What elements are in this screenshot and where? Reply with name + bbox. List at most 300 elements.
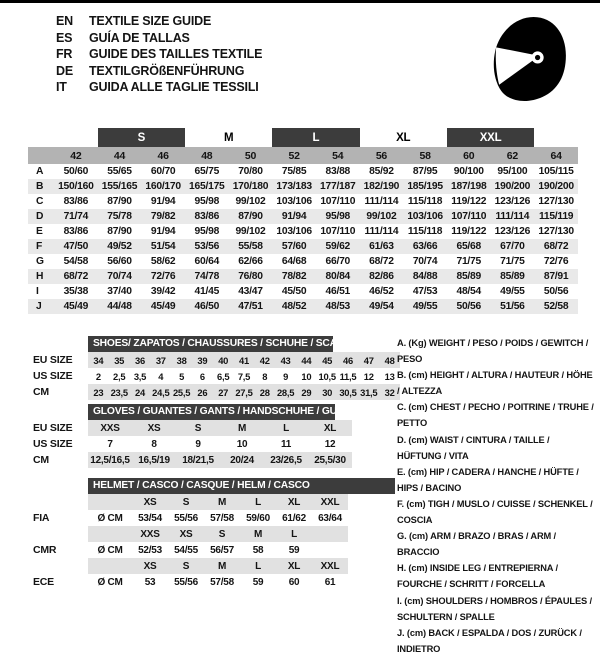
gloves-cell: 20/24 (220, 452, 264, 468)
row-letter: C (36, 196, 44, 207)
shoes-cell: 30,5 (338, 384, 359, 400)
shoes-cell: 35 (109, 352, 130, 368)
size-number: 54 (316, 147, 360, 164)
gloves-cell: 8 (151, 438, 157, 450)
size-value: 76/80 (229, 269, 273, 284)
gloves-cell: 16,5/19 (132, 452, 176, 468)
size-value: 66/70 (325, 256, 351, 267)
language-row (56, 63, 262, 80)
size-number: 58 (403, 147, 447, 164)
size-value: 67/70 (491, 239, 535, 254)
size-value: 107/110 (320, 196, 356, 207)
size-value: 52/58 (534, 299, 578, 314)
size-value: 111/114 (364, 226, 399, 237)
helmet-size: M (204, 558, 240, 574)
shoes-cell: 44 (296, 352, 317, 368)
shoes-cell: 24 (130, 384, 151, 400)
gloves-cell: 9 (195, 438, 201, 450)
row-letter: B (28, 179, 54, 194)
size-value: 173/183 (272, 179, 316, 194)
size-value: 71/75 (500, 256, 525, 267)
size-value: 103/106 (276, 196, 312, 207)
size-value: 115/118 (407, 196, 443, 207)
shoes-cell: 42 (254, 352, 275, 368)
size-value: 49/55 (500, 286, 525, 297)
shoes-cell: 23,5 (109, 384, 130, 400)
legend-item: G. (cm) ARM / BRAZO / BRAS / ARM / BRACCIO (397, 531, 556, 558)
empty-cell (534, 128, 578, 147)
helmet-value: 59 (252, 576, 264, 588)
size-value: 105/115 (538, 166, 574, 177)
helmet-size (312, 526, 348, 542)
gloves-cell: L (264, 420, 308, 436)
size-value: 60/70 (150, 166, 176, 177)
label-spacer (33, 478, 88, 494)
gloves-cell: 11 (280, 438, 292, 450)
helmet-size: L (276, 526, 312, 542)
shoes-label: EU SIZE (33, 354, 73, 366)
empty-cell (88, 526, 132, 542)
shoes-cell: 39 (192, 352, 213, 368)
shoes-section (33, 336, 400, 400)
row-letter: G (36, 256, 44, 267)
helmet-size: XL (276, 494, 312, 510)
size-band-m: M (185, 128, 272, 147)
size-value: 59/62 (316, 239, 360, 254)
gloves-title-bar: GLOVES / GUANTES / GANTS / HANDSCHUHE / GUANTI (88, 404, 335, 420)
size-value: 65/68 (447, 239, 491, 254)
size-value: 61/63 (360, 239, 404, 254)
measurement-legend (397, 335, 595, 657)
helmet-value: 56/57 (210, 544, 234, 556)
shoes-row (88, 352, 400, 368)
empty-cell (28, 128, 54, 147)
size-value: 115/119 (534, 209, 578, 224)
gloves-row (88, 452, 352, 468)
helmet-value: 57/58 (210, 512, 234, 524)
size-value: 95/98 (194, 226, 220, 237)
helmet-size: S (168, 558, 204, 574)
size-value: 83/86 (63, 226, 89, 237)
size-value: 177/187 (316, 179, 360, 194)
size-value: 70/74 (412, 256, 438, 267)
gloves-row (88, 436, 352, 452)
size-value: 68/72 (54, 269, 98, 284)
measurement-row-e (28, 224, 578, 239)
size-value: 51/54 (141, 239, 185, 254)
helmet-table (88, 494, 348, 590)
shoes-cell: 34 (88, 352, 109, 368)
row-letter: J (28, 299, 54, 314)
size-value: 127/130 (538, 226, 574, 237)
helmet-size: S (168, 494, 204, 510)
helmet-value: 59/60 (246, 512, 270, 524)
size-value: 185/195 (403, 179, 447, 194)
size-value: 50/56 (447, 299, 491, 314)
helmet-value: 55/56 (174, 576, 198, 588)
measurement-row-f (28, 239, 578, 254)
helmet-value: 53 (144, 576, 156, 588)
size-number: 64 (534, 147, 578, 164)
gloves-table (88, 420, 352, 468)
size-value: 103/106 (403, 209, 447, 224)
visor-pivot-dot (535, 55, 540, 60)
unit-cell: Ø CM (97, 544, 123, 556)
empty-cell (88, 558, 132, 574)
size-band-xxl: XXL (447, 128, 534, 147)
helmet-sizes-row (88, 494, 348, 510)
size-value: 51/56 (491, 299, 535, 314)
shoes-cell: 40 (213, 352, 234, 368)
size-number: 42 (54, 147, 98, 164)
size-value: 50/56 (543, 286, 569, 297)
language-row (56, 13, 262, 30)
size-value: 68/72 (534, 239, 578, 254)
helmet-value (312, 542, 348, 558)
size-value: 103/106 (276, 226, 312, 237)
size-value: 123/126 (494, 226, 531, 237)
shoes-cell: 2 (95, 370, 101, 382)
measurement-row-a (28, 164, 578, 179)
shoes-row (88, 384, 400, 400)
helmet-size: L (240, 558, 276, 574)
gloves-cell: 23/26,5 (264, 452, 308, 468)
size-value: 48/52 (272, 299, 316, 314)
shoes-cell: 8 (262, 370, 268, 382)
size-value: 107/110 (320, 226, 356, 237)
size-number: 44 (98, 147, 142, 164)
size-value: 99/102 (235, 196, 266, 207)
language-row (56, 46, 262, 63)
size-value: 49/54 (360, 299, 404, 314)
size-value: 107/110 (447, 209, 491, 224)
helmet-title-bar: HELMET / CASCO / CASQUE / HELM / CASCO (88, 478, 395, 494)
size-value: 70/80 (238, 166, 263, 177)
shoes-cell: 24,5 (150, 384, 171, 400)
shoes-cell: 10,5 (318, 370, 336, 382)
shoes-cell: 48 (379, 352, 400, 368)
helmet-value: 63/64 (318, 512, 342, 524)
helmet-size: XL (276, 558, 312, 574)
size-value: 72/76 (141, 269, 185, 284)
helmet-value: 61/62 (282, 512, 306, 524)
size-value: 53/56 (185, 239, 229, 254)
size-value: 83/88 (325, 166, 351, 177)
legend-item: F. (cm) TIGH / MUSLO / CUISSE / SCHENKEL / COSCIA (397, 498, 593, 526)
size-value: 165/175 (185, 179, 229, 194)
shoes-title-bar: SHOES/ ZAPATOS / CHAUSSURES / SCHUHE / SCARPE (88, 336, 333, 352)
helmet-size: L (240, 494, 276, 510)
size-value: 95/100 (497, 166, 528, 177)
label-spacer (33, 558, 88, 574)
shoes-cell: 28,5 (275, 384, 296, 400)
shoes-cell: 4 (158, 370, 164, 382)
legend-item: E. (cm) HIP / CADERA / HANCHE / HÜFTE / HIPS / BACINO (397, 466, 579, 493)
language-code: DE (56, 63, 73, 78)
size-value: 46/52 (369, 286, 394, 297)
shoes-cell: 9 (283, 370, 289, 382)
row-letter: F (28, 239, 54, 254)
helmet-value: 57/58 (210, 576, 234, 588)
size-value: 71/75 (456, 256, 481, 267)
unit-cell: Ø CM (97, 512, 123, 524)
size-value: 84/88 (403, 269, 447, 284)
shoes-cell: 45 (317, 352, 338, 368)
size-value: 91/94 (150, 196, 176, 207)
label-spacer (33, 494, 88, 510)
size-value: 44/48 (98, 299, 142, 314)
helmet-section (33, 478, 395, 590)
size-value: 63/66 (403, 239, 447, 254)
gloves-label: CM (33, 454, 49, 466)
gloves-cell: 10 (236, 438, 248, 450)
size-value: 45/49 (141, 299, 185, 314)
size-value: 48/54 (456, 286, 481, 297)
size-value: 50/60 (63, 166, 89, 177)
row-letter: I (36, 286, 39, 297)
shoes-cell: 27,5 (234, 384, 255, 400)
shoes-cell: 41 (234, 352, 255, 368)
size-value: 43/47 (238, 286, 263, 297)
size-value: 160/170 (141, 179, 185, 194)
size-value: 58/62 (150, 256, 176, 267)
empty-cell (88, 494, 132, 510)
shoes-cell: 27 (213, 384, 234, 400)
size-value: 85/92 (369, 166, 394, 177)
size-value: 46/51 (325, 286, 351, 297)
size-number: 56 (360, 147, 404, 164)
size-value: 85/89 (447, 269, 491, 284)
size-value: 55/65 (107, 166, 132, 177)
size-value: 87/95 (412, 166, 438, 177)
size-value: 80/84 (316, 269, 360, 284)
gloves-label: EU SIZE (33, 422, 73, 434)
shoes-cell: 43 (275, 352, 296, 368)
size-value: 82/86 (360, 269, 404, 284)
size-value: 87/91 (534, 269, 578, 284)
size-value: 78/82 (272, 269, 316, 284)
helmet-standard-label: ECE (33, 576, 54, 588)
legend-item: J. (cm) BACK / ESPALDA / DOS / ZURÜCK / INDIETRO (397, 627, 582, 654)
gloves-cell: S (176, 420, 220, 436)
shoes-cell: 31,5 (358, 384, 379, 400)
size-value: 60/64 (194, 256, 220, 267)
language-code: IT (56, 80, 67, 94)
gloves-cell: 25,5/30 (308, 452, 352, 468)
size-value: 37/40 (107, 286, 132, 297)
helmet-size: M (240, 526, 276, 542)
size-value: 35/38 (63, 286, 89, 297)
size-value: 119/122 (451, 196, 487, 207)
size-value: 127/130 (538, 196, 574, 207)
textile-size-table (28, 128, 578, 314)
shoes-cell: 47 (358, 352, 379, 368)
size-value: 83/86 (185, 209, 229, 224)
shoes-cell: 7,5 (237, 370, 251, 382)
size-value: 190/200 (491, 179, 535, 194)
size-value: 56/60 (107, 256, 132, 267)
gloves-cell: 12,5/16,5 (88, 452, 132, 468)
gloves-label: US SIZE (33, 438, 73, 450)
language-code: FR (56, 47, 73, 61)
size-value: 54/58 (63, 256, 89, 267)
measurement-row-b (28, 179, 578, 194)
measurement-row-g (28, 254, 578, 269)
size-value: 47/50 (54, 239, 98, 254)
helmet-size: M (204, 494, 240, 510)
size-number: 60 (447, 147, 491, 164)
shoes-cell: 23 (88, 384, 109, 400)
size-value: 46/50 (185, 299, 229, 314)
size-value: 49/52 (98, 239, 142, 254)
helmet-size: XS (132, 494, 168, 510)
helmet-row-labels (33, 478, 88, 590)
shoes-cell: 38 (171, 352, 192, 368)
size-numbers-row (28, 147, 578, 164)
size-number: 48 (185, 147, 229, 164)
language-header (56, 13, 262, 96)
gloves-cell: 7 (107, 438, 113, 450)
shoes-cell: 30 (317, 384, 338, 400)
size-value: 99/102 (360, 209, 404, 224)
row-letter: H (28, 269, 54, 284)
row-letter: E (36, 226, 43, 237)
size-value: 49/55 (403, 299, 447, 314)
size-value: 170/180 (229, 179, 273, 194)
size-value: 190/200 (534, 179, 578, 194)
helmet-value: 60 (288, 576, 300, 588)
shoes-cell: 5 (179, 370, 185, 382)
size-value: 119/122 (451, 226, 487, 237)
size-band-l: L (272, 128, 359, 147)
size-value: 65/75 (194, 166, 220, 177)
size-value: 75/85 (281, 166, 307, 177)
size-value: 111/114 (491, 209, 535, 224)
gloves-row (88, 420, 352, 436)
size-value: 47/51 (229, 299, 273, 314)
label-spacer (33, 404, 88, 420)
size-value: 47/53 (412, 286, 438, 297)
legend-item: C. (cm) CHEST / PECHO / POITRINE / TRUHE / PETTO (397, 402, 594, 429)
shoes-label: CM (33, 386, 49, 398)
top-border (0, 0, 600, 3)
size-value: 99/102 (235, 226, 266, 237)
language-title: TEXTILGRÖßENFÜHRUNG (89, 63, 245, 78)
gloves-row-labels (33, 404, 88, 468)
language-row (56, 30, 262, 47)
size-value: 87/90 (107, 196, 132, 207)
size-value: 87/90 (229, 209, 273, 224)
size-value: 95/98 (194, 196, 220, 207)
helmet-size: XXL (312, 558, 348, 574)
size-value: 62/66 (238, 256, 263, 267)
size-value: 123/126 (494, 196, 531, 207)
size-bands-row (28, 128, 578, 147)
helmet-values-row (88, 574, 348, 590)
shoes-cell: 25,5 (171, 384, 192, 400)
size-value: 95/98 (316, 209, 360, 224)
size-value: 45/50 (281, 286, 307, 297)
size-value: 70/74 (98, 269, 142, 284)
language-code: EN (56, 14, 73, 28)
size-value: 74/78 (185, 269, 229, 284)
helmet-value: 58 (252, 544, 264, 556)
measurement-row-d (28, 209, 578, 224)
gloves-cell: M (220, 420, 264, 436)
helmet-value: 55/56 (174, 512, 198, 524)
size-value: 111/114 (364, 196, 399, 207)
size-number: 62 (491, 147, 535, 164)
size-value: 91/94 (150, 226, 176, 237)
size-value: 90/100 (453, 166, 484, 177)
shoes-cell: 13 (384, 370, 395, 382)
legend-item: H. (cm) INSIDE LEG / ENTREPIERNA / FOURCHE / SCHRITT / FORCELLA (397, 563, 558, 590)
gloves-cell: 18/21,5 (176, 452, 220, 468)
measurement-row-h (28, 269, 578, 284)
shoes-cell: 3,5 (133, 370, 147, 382)
language-code: ES (56, 30, 73, 45)
size-value: 155/165 (98, 179, 142, 194)
helmet-sizes-row (88, 558, 348, 574)
size-number: 52 (272, 147, 316, 164)
shoes-cell: 36 (130, 352, 151, 368)
size-value: 187/198 (447, 179, 491, 194)
size-value: 83/86 (63, 196, 89, 207)
size-value: 57/60 (272, 239, 316, 254)
legend-item: B. (cm) HEIGHT / ALTURA / HAUTEUR / HÖHE / ALTEZZA (397, 370, 593, 397)
legend-item: D. (cm) WAIST / CINTURA / TAILLE / HÜFTUNG / VITA (397, 434, 550, 461)
size-value: 85/89 (491, 269, 535, 284)
legend-item: I. (cm) SHOULDERS / HOMBROS / ÉPAULES / SCHULTERN / SPALLE (397, 595, 592, 622)
textile-size-table-body (28, 128, 578, 314)
shoes-cell: 28 (254, 384, 275, 400)
language-row (56, 79, 262, 96)
shoes-table (88, 352, 400, 400)
row-letter: D (28, 209, 54, 224)
helmet-values-row (88, 542, 348, 558)
measurement-row-i (28, 284, 578, 299)
shoes-row (88, 368, 400, 384)
helmet-value: 52/53 (138, 544, 162, 556)
shoes-cell: 12 (363, 370, 374, 382)
label-spacer (33, 526, 88, 542)
shoes-row-labels (33, 336, 88, 400)
measurement-row-c (28, 194, 578, 209)
helmet-standard-label: CMR (33, 544, 57, 556)
gloves-cell: XL (308, 420, 352, 436)
empty-cell (28, 147, 54, 164)
size-number: 46 (141, 147, 185, 164)
size-value: 182/190 (360, 179, 404, 194)
helmet-size: XS (132, 558, 168, 574)
shoes-cell: 2,5 (113, 370, 126, 382)
shoes-cell: 10 (301, 370, 312, 382)
size-value: 64/68 (281, 256, 307, 267)
helmet-value: 53/54 (138, 512, 162, 524)
label-spacer (33, 336, 88, 352)
size-value: 71/74 (54, 209, 98, 224)
gloves-cell: XXS (88, 420, 132, 436)
helmet-value: 61 (324, 576, 336, 588)
size-value: 55/58 (229, 239, 273, 254)
size-value: 45/49 (54, 299, 98, 314)
size-value: 79/82 (141, 209, 185, 224)
shoes-cell: 32 (379, 384, 400, 400)
size-value: 68/72 (369, 256, 394, 267)
shoes-cell: 6,5 (217, 370, 230, 382)
gloves-cell: 12 (324, 438, 336, 450)
row-letter: A (36, 166, 44, 177)
